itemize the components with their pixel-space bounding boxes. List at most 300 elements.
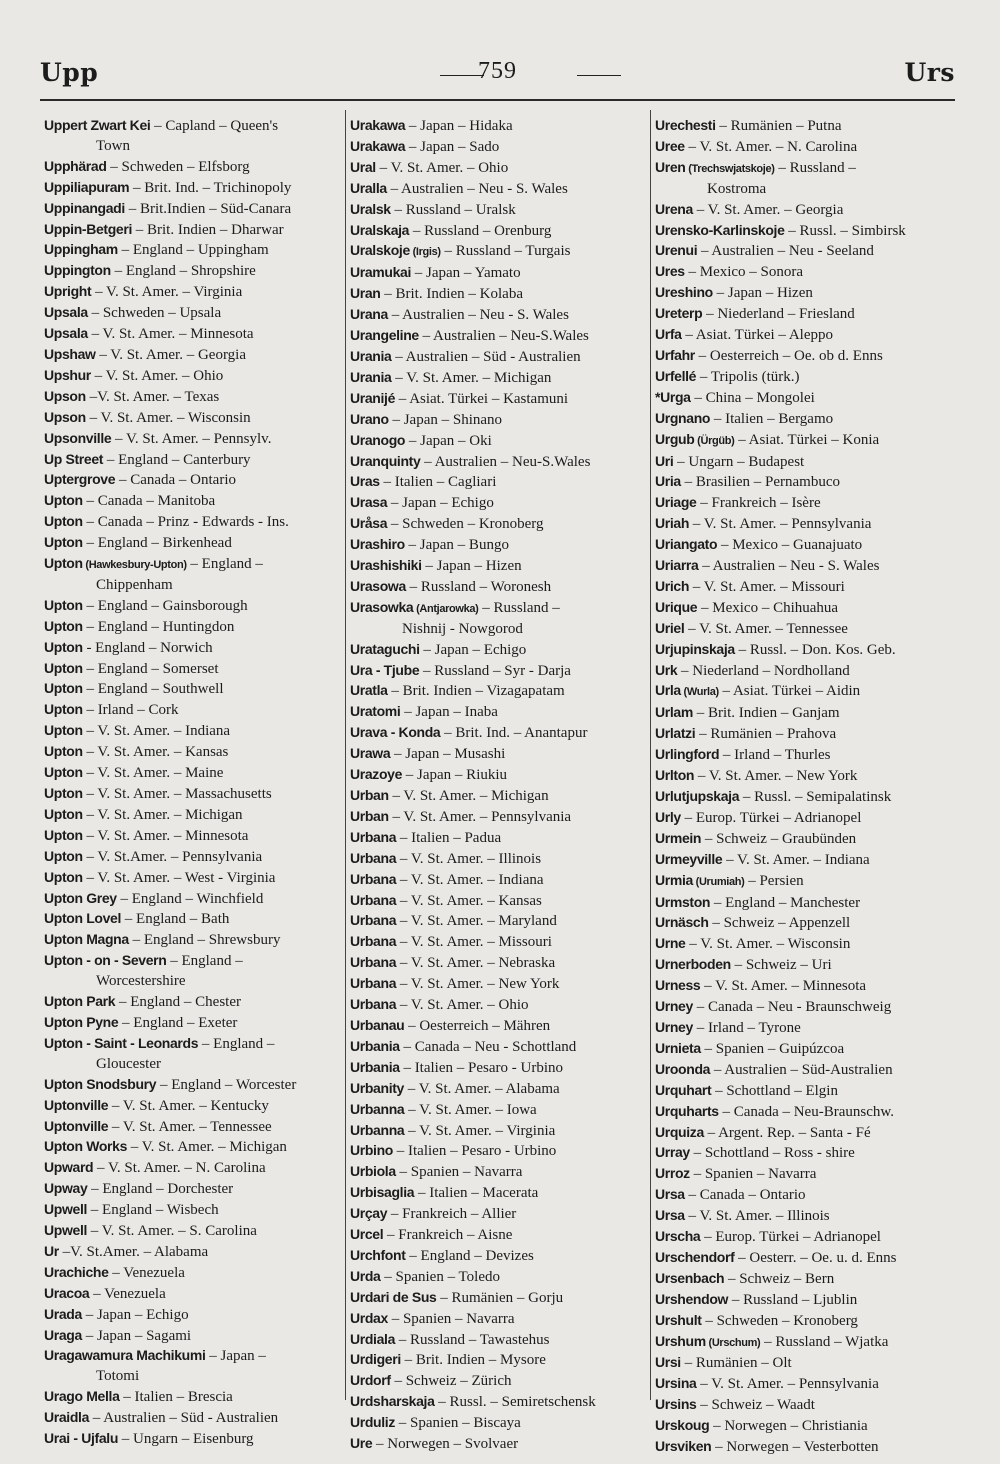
gazetteer-entry <box>350 870 646 891</box>
entry-location: – Spanien – Toledo <box>380 1268 500 1285</box>
entry-location: – Australien – Süd - Australien <box>89 1410 279 1427</box>
gazetteer-entry <box>350 514 646 535</box>
entry-alt-name: (Trechswjatskoje) <box>685 162 775 175</box>
entry-headword: Uroonda <box>655 1060 711 1077</box>
entry-location: – Mexico – Chihuahua <box>697 599 839 616</box>
entry-location: – Spanien – Navarra <box>395 1164 523 1181</box>
gazetteer-entry <box>44 178 341 199</box>
entry-location: – Niederland – Nordholland <box>677 662 850 679</box>
gazetteer-entry <box>655 200 955 221</box>
entry-location: – Europ. Türkei – Adrianopel <box>680 809 862 826</box>
entry-headword: Uras <box>350 473 380 490</box>
entry-location: – Brit. Indien – Ganjam <box>692 705 840 722</box>
entry-location: – V. St. Amer. – Pennsylvania <box>388 808 572 825</box>
gazetteer-entry <box>350 472 646 493</box>
gazetteer-entry <box>350 1183 646 1204</box>
gazetteer-entry <box>44 742 341 763</box>
entry-location: – England – Manchester <box>710 894 861 911</box>
entry-headword: Urbania <box>350 1058 400 1075</box>
gazetteer-entry <box>655 1102 955 1123</box>
entry-location: – Schweden – Upsala <box>87 305 222 322</box>
gazetteer-entry <box>350 347 646 368</box>
entry-headword: Urawa <box>350 745 391 762</box>
gazetteer-entry <box>655 221 955 242</box>
entry-location: – Canada – Ontario <box>115 472 236 489</box>
gazetteer-entry <box>350 556 646 577</box>
entry-location: – Argent. Rep. – Santa - Fé <box>703 1124 871 1141</box>
gazetteer-entry <box>44 1242 341 1263</box>
entry-location: Nishnij - Nowgorod <box>402 620 523 637</box>
gazetteer-entry <box>655 598 955 619</box>
entry-headword: Upton <box>44 847 83 864</box>
entry-headword: Urduliz <box>350 1414 395 1431</box>
gazetteer-entry <box>655 1311 955 1332</box>
entry-headword: Uralsk <box>350 200 391 217</box>
gazetteer-entry <box>44 512 341 533</box>
entry-location: – Schweiz – Bern <box>724 1270 835 1287</box>
entry-location: Kostroma <box>707 180 767 197</box>
entry-location: – Persien <box>744 872 804 889</box>
entry-location: – Italien – Bergamo <box>710 410 834 427</box>
entry-alt-name: (Antjarowka) <box>413 602 479 615</box>
entry-location: – V. St. Amer. – Georgia <box>95 346 247 363</box>
gazetteer-entry <box>655 1269 955 1290</box>
entry-location: – Italien – Macerata <box>414 1185 539 1202</box>
entry-location: – Rumänien – Gorju <box>436 1289 564 1306</box>
gazetteer-entry <box>44 1263 341 1284</box>
entry-headword: Urada <box>44 1305 82 1322</box>
entry-location: – Schweiz – Waadt <box>696 1397 815 1414</box>
entry-location: – Oesterreich – Mähren <box>404 1017 551 1034</box>
entry-location: – Spanien – Biscaya <box>395 1415 521 1432</box>
entry-headword: Urgub <box>655 430 695 447</box>
entry-headword: Urquharts <box>655 1102 719 1119</box>
entry-headword: Upton <box>44 492 83 509</box>
gazetteer-entry <box>350 1392 646 1413</box>
gazetteer-entry <box>44 951 341 972</box>
gazetteer-entry <box>655 1123 955 1144</box>
entry-location: – Japan – Echigo <box>81 1306 189 1323</box>
entry-headword: Upton Works <box>44 1138 128 1155</box>
entry-headword: Upton <box>44 513 83 530</box>
gazetteer-entry <box>350 765 646 786</box>
entry-location: – V. St. Amer. – Illinois <box>684 1208 830 1225</box>
entry-headword: Urataguchi <box>350 640 420 657</box>
entry-location: – Schweiz – Appenzell <box>708 915 851 932</box>
entry-headword: Ureterp <box>655 305 703 322</box>
entry-location: – Russl. – Don. Kos. Geb. <box>734 641 896 658</box>
gazetteer-entry <box>655 283 955 304</box>
entry-headword: Urbanna <box>350 1121 405 1138</box>
entry-location: – Canada – Manitoba <box>82 493 216 510</box>
gazetteer-entry <box>350 1309 646 1330</box>
entry-headword: Urney <box>655 998 693 1015</box>
entry-location: – England – Bath <box>121 911 230 928</box>
entry-headword: Uptonville <box>44 1096 109 1113</box>
gazetteer-entry <box>655 346 955 367</box>
entry-location: – Asiat. Türkei – Aidin <box>718 683 861 700</box>
entry-headword: Uranquinty <box>350 452 421 469</box>
entry-headword: Urangeline <box>350 327 419 344</box>
entry-location: – Japan – Hidaka <box>405 118 513 134</box>
gazetteer-entry <box>655 1227 955 1248</box>
entry-location: –V. St. Amer. – Texas <box>85 388 220 405</box>
gazetteer-entry <box>655 724 955 745</box>
entry-location: – Australien – Süd-Australien <box>710 1061 893 1078</box>
gazetteer-entry <box>44 1326 341 1347</box>
entry-headword: Upton <box>44 596 83 613</box>
entry-headword: Urbana <box>350 954 397 971</box>
entry-location: – V. St. Amer. – Michigan <box>127 1139 287 1156</box>
gazetteer-entry <box>655 1332 955 1354</box>
gazetteer-entry <box>44 429 341 450</box>
gazetteer-entry <box>350 179 646 200</box>
entry-alt-name: (Irgis) <box>409 246 441 259</box>
entry-location: – Canada – Ontario <box>684 1187 806 1204</box>
entry-location: – Japan – Inaba <box>400 704 498 721</box>
entry-headword: Upton Snodsbury <box>44 1075 157 1092</box>
entry-headword: Uriangato <box>655 536 718 553</box>
entry-headword: Urban <box>350 807 389 824</box>
gazetteer-entry <box>350 1225 646 1246</box>
header-right-word: Urs <box>904 58 955 87</box>
gazetteer-entry <box>655 1395 955 1416</box>
entry-headword: Urechesti <box>655 117 716 133</box>
entry-headword: Urfahr <box>655 346 695 363</box>
gazetteer-entry <box>350 995 646 1016</box>
entry-headword: Upton - on - Severn <box>44 952 167 969</box>
entry-location: – V. St. Amer. – Pennsylvania <box>696 1376 879 1393</box>
entry-location: – V. St. Amer. – Minnesota <box>87 326 254 343</box>
entry-headword: Uraidla <box>44 1409 90 1426</box>
gazetteer-entry <box>350 744 646 765</box>
entry-headword: Uppington <box>44 262 111 279</box>
entry-location: – Japan – Echigo <box>387 495 494 512</box>
entry-location: Gloucester <box>96 1055 161 1072</box>
entry-location: – Frankreich – Allier <box>387 1206 517 1223</box>
entry-location: – Russland – Ljublin <box>728 1291 858 1308</box>
entry-headword: Urroz <box>655 1165 690 1182</box>
entry-headword: Upton Magna <box>44 931 129 948</box>
entry-location: – Oesterr. – Oe. u. d. Enns <box>734 1249 897 1266</box>
entry-headword: Urgnano <box>655 409 711 426</box>
entry-location: – Russland – Turgais <box>440 243 571 260</box>
entry-headword: Upton <box>44 659 83 676</box>
entry-location: – Brit. Indien – Dharwar <box>132 221 284 238</box>
gazetteer-entry <box>44 1408 341 1429</box>
entry-location: – V. St. Amer. – Wisconsin <box>85 409 251 426</box>
entry-headword: Uppert Zwart Kei <box>44 117 151 133</box>
entry-headword: Ursina <box>655 1375 697 1392</box>
entry-location: – England – Winchfield <box>116 890 264 907</box>
entry-location: – V. St. Amer. – Minnesota <box>82 827 249 844</box>
entry-headword: Urray <box>655 1144 690 1161</box>
entry-location: Worcestershire <box>96 973 186 990</box>
entry-location: – Schweiz – Zürich <box>390 1373 512 1390</box>
entry-location: – Japan – Echigo <box>419 641 527 658</box>
entry-location: – V. St. Amer. – Missouri <box>396 934 552 951</box>
gazetteer-entry <box>350 807 646 828</box>
gazetteer-entry <box>350 200 646 221</box>
entry-headword: Urney <box>655 1018 693 1035</box>
entry-continuation <box>350 620 646 640</box>
entry-location: – Europ. Türkei – Adrianopel <box>700 1229 881 1246</box>
entry-continuation <box>44 1055 341 1075</box>
entry-location: – V. St. Amer. – N. Carolina <box>93 1160 266 1177</box>
entry-location: – V. St. Amer. – Virginia <box>404 1122 556 1139</box>
entry-headword: Ursi <box>655 1354 681 1371</box>
entry-location: Totomi <box>96 1368 140 1385</box>
entry-headword: Urbana <box>350 933 397 950</box>
gazetteer-entry <box>350 241 646 263</box>
entry-headword: Urly <box>655 808 681 825</box>
gazetteer-entry <box>350 1121 646 1142</box>
gazetteer-entry <box>350 786 646 807</box>
entry-location: – Brit. Indien – Kolaba <box>380 286 523 303</box>
gazetteer-entry <box>350 661 646 682</box>
entry-headword: Urasa <box>350 494 388 511</box>
entry-location: – V. St. Amer. – Virginia <box>91 284 243 301</box>
gazetteer-entry <box>350 1141 646 1162</box>
gazetteer-entry <box>44 889 341 910</box>
entry-location: – V. St. Amer. – Indiana <box>82 723 231 740</box>
gazetteer-entry <box>655 472 955 493</box>
entry-location: – Italien – Pesaro - Urbino <box>399 1059 563 1076</box>
entry-headword: Uriah <box>655 515 690 532</box>
entry-location: – Japan – Oki <box>405 432 492 449</box>
entry-headword: Upshaw <box>44 345 96 362</box>
entry-location: – V. St. Amer. – Kansas <box>82 744 229 761</box>
entry-location: – V. St. Amer. – Indiana <box>722 851 870 868</box>
entry-location: – Russland – Syr - Darja <box>419 662 571 679</box>
entry-headword: Upson <box>44 387 86 404</box>
entry-location: – V. St. Amer. – Indiana <box>396 871 544 888</box>
gazetteer-entry <box>350 1246 646 1267</box>
entry-location: – V. St.Amer. – Pennsylvania <box>82 848 263 865</box>
entry-continuation <box>44 137 341 157</box>
entry-location: – V. St. Amer. – Iowa <box>404 1101 537 1118</box>
entry-headword: Urmeyville <box>655 850 723 867</box>
entry-location: – Norwegen – Svolvaer <box>372 1436 519 1453</box>
entry-location: – Mexico – Sonora <box>684 264 804 281</box>
entry-location: – Japan – Sagami <box>81 1327 192 1344</box>
gazetteer-entry <box>44 1200 341 1221</box>
entry-location: – Russland – <box>774 159 856 176</box>
entry-headword: Ur <box>44 1242 59 1259</box>
gazetteer-entry <box>655 1039 955 1060</box>
gazetteer-entry <box>350 1162 646 1183</box>
gazetteer-entry <box>44 408 341 429</box>
gazetteer-entry <box>655 493 955 514</box>
entry-headword: Ureshino <box>655 284 713 301</box>
gazetteer-entry <box>44 1137 341 1158</box>
entry-headword: Urbana <box>350 975 397 992</box>
gazetteer-entry <box>655 325 955 346</box>
entry-location: – Oesterreich – Oe. ob d. Enns <box>694 347 883 364</box>
entry-headword: Urdax <box>350 1309 388 1326</box>
gazetteer-entry <box>350 368 646 389</box>
gazetteer-entry <box>655 535 955 556</box>
entry-location: – Brit. Ind. – Trichinopoly <box>129 179 292 196</box>
entry-continuation <box>655 180 955 200</box>
entry-headword: Urmein <box>655 829 702 846</box>
entry-headword: Urquhart <box>655 1081 712 1098</box>
entry-location: – England – Uppingham <box>117 242 269 259</box>
entry-headword: Urashiro <box>350 536 405 553</box>
entry-location: Town <box>96 137 130 154</box>
entry-headword: Urbana <box>350 828 397 845</box>
entry-headword: Ural <box>350 158 376 175</box>
entry-headword: Uralskoje <box>350 242 410 259</box>
entry-headword: Upway <box>44 1180 88 1197</box>
gazetteer-entry <box>350 452 646 473</box>
column-divider-1 <box>345 110 346 1400</box>
gazetteer-entry <box>350 1413 646 1434</box>
entry-location: – Schweden – Elfsborg <box>106 158 250 175</box>
entry-headword: Urshult <box>655 1311 702 1328</box>
entry-location: – Australien – Neu - Seeland <box>697 243 874 260</box>
gazetteer-entry <box>655 304 955 325</box>
entry-headword: Ursa <box>655 1207 685 1224</box>
entry-alt-name: (Urumiah) <box>692 875 745 888</box>
entry-headword: Urique <box>655 598 698 615</box>
entry-headword: Upton <box>44 555 83 572</box>
entry-location: – Japan – Hizen <box>712 285 813 302</box>
entry-location: – England – Wisbech <box>87 1202 219 1219</box>
gazetteer-entry <box>350 284 646 305</box>
entry-headword: Urai - Ujfalu <box>44 1430 119 1447</box>
gazetteer-entry <box>655 1374 955 1395</box>
entry-location: – China – Mongolei <box>690 389 815 406</box>
gazetteer-entry <box>44 700 341 721</box>
entry-headword: Urban <box>350 787 389 803</box>
gazetteer-entry <box>655 619 955 640</box>
entry-location: – Russland – Tawastehus <box>395 1331 550 1348</box>
entry-headword: Urlatzi <box>655 725 696 742</box>
entry-headword: Urçay <box>350 1205 388 1222</box>
entry-location: – Japan – Hizen <box>421 558 522 575</box>
entry-location: – Niederland – Friesland <box>702 306 855 323</box>
entry-location: – Australien – Neu-S.Wales <box>420 453 591 470</box>
entry-location: – Russland – <box>478 599 560 616</box>
entry-headword: Uppingham <box>44 241 118 258</box>
entry-location: – England – Huntingdon <box>82 618 235 635</box>
entry-location: – England – Southwell <box>82 681 224 698</box>
entry-headword: Uptonville <box>44 1117 109 1134</box>
gazetteer-entry <box>655 661 955 682</box>
entry-location: – England – <box>198 1035 275 1052</box>
gazetteer-entry <box>350 431 646 452</box>
gazetteer-entry <box>655 913 955 934</box>
entry-location: – Asiat. Türkei – Kastamuni <box>395 390 569 407</box>
entry-headword: Uppinangadi <box>44 199 125 216</box>
gazetteer-entry <box>350 221 646 242</box>
entry-headword: Uramukai <box>350 264 412 281</box>
entry-location: – Irland – Thurles <box>719 747 831 764</box>
entry-headword: Urenui <box>655 242 698 259</box>
gazetteer-entry <box>655 1143 955 1164</box>
entry-headword: Urnieta <box>655 1039 701 1056</box>
entry-headword: Upton - Saint - Leonards <box>44 1034 199 1051</box>
gazetteer-entry <box>350 137 646 158</box>
gazetteer-entry <box>44 805 341 826</box>
gazetteer-entry <box>44 1284 341 1305</box>
gazetteer-entry <box>655 766 955 787</box>
gazetteer-entry <box>44 1179 341 1200</box>
entry-headword: Urakawa <box>350 117 406 133</box>
entry-headword: Upshur <box>44 366 91 383</box>
entry-alt-name: (Hawkesbury-Upton) <box>82 559 187 572</box>
entry-headword: Uriel <box>655 619 685 636</box>
entry-headword: Urano <box>350 410 389 427</box>
entry-headword: Ursviken <box>655 1438 712 1455</box>
entry-headword: Urania <box>350 347 392 364</box>
entry-headword: Urk <box>655 661 678 678</box>
entry-headword: Ursa <box>655 1186 685 1203</box>
gazetteer-entry <box>350 598 646 620</box>
gazetteer-entry <box>44 1034 341 1055</box>
entry-location: – England – Shrewsbury <box>128 932 281 949</box>
entry-headword: Upsala <box>44 325 88 342</box>
entry-headword: Urnerboden <box>655 956 731 973</box>
entry-continuation <box>44 972 341 992</box>
gazetteer-entry <box>44 366 341 387</box>
gazetteer-entry <box>350 723 646 744</box>
entry-headword: Uranogo <box>350 431 406 448</box>
entry-location: – Brit. Ind. – Anantapur <box>440 725 588 742</box>
entry-location: – V. St. Amer. – Alabama <box>404 1080 560 1097</box>
entry-location: – England – <box>186 556 263 573</box>
entry-location: – Schottland – Elgin <box>711 1082 838 1099</box>
entry-headword: Upton <box>44 743 83 760</box>
entry-location: – V. St. Amer. – Michigan <box>391 369 552 386</box>
gazetteer-entry <box>44 220 341 241</box>
gazetteer-entry <box>655 1081 955 1102</box>
gazetteer-entry <box>350 1267 646 1288</box>
gazetteer-entry <box>44 763 341 784</box>
entry-location: – Norwegen – Vesterbotten <box>711 1439 879 1456</box>
entry-location: – Australien – Neu-S.Wales <box>418 328 589 345</box>
entry-headword: Urdigeri <box>350 1351 401 1368</box>
gazetteer-entry <box>44 659 341 680</box>
gazetteer-entry <box>350 932 646 953</box>
column-2 <box>350 116 646 1453</box>
entry-headword: Urmston <box>655 893 711 910</box>
gazetteer-entry <box>655 241 955 262</box>
entry-headword: Urdiala <box>350 1330 396 1347</box>
entry-headword: Urbana <box>350 849 397 866</box>
gazetteer-entry <box>655 1206 955 1227</box>
column-3 <box>655 116 955 1456</box>
entry-location: – V. St. Amer. – West - Virginia <box>82 869 276 886</box>
gazetteer-entry <box>350 493 646 514</box>
gazetteer-entry <box>44 1305 341 1326</box>
header-dash-right <box>577 75 621 76</box>
gazetteer-entry <box>350 1371 646 1392</box>
entry-headword: Uragawamura Machikumi <box>44 1347 206 1364</box>
gazetteer-entry <box>655 745 955 766</box>
gazetteer-entry <box>44 303 341 324</box>
gazetteer-entry <box>655 976 955 997</box>
gazetteer-entry <box>655 1416 955 1437</box>
gazetteer-entry <box>655 681 955 703</box>
gazetteer-entry <box>44 282 341 303</box>
entry-headword: Upton <box>44 764 83 781</box>
entry-location: – V. St. Amer. – New York <box>396 976 560 993</box>
entry-location: – V. St. Amer. – Georgia <box>692 201 844 218</box>
entry-location: – England – Exeter <box>118 1014 238 1031</box>
gazetteer-entry <box>655 934 955 955</box>
